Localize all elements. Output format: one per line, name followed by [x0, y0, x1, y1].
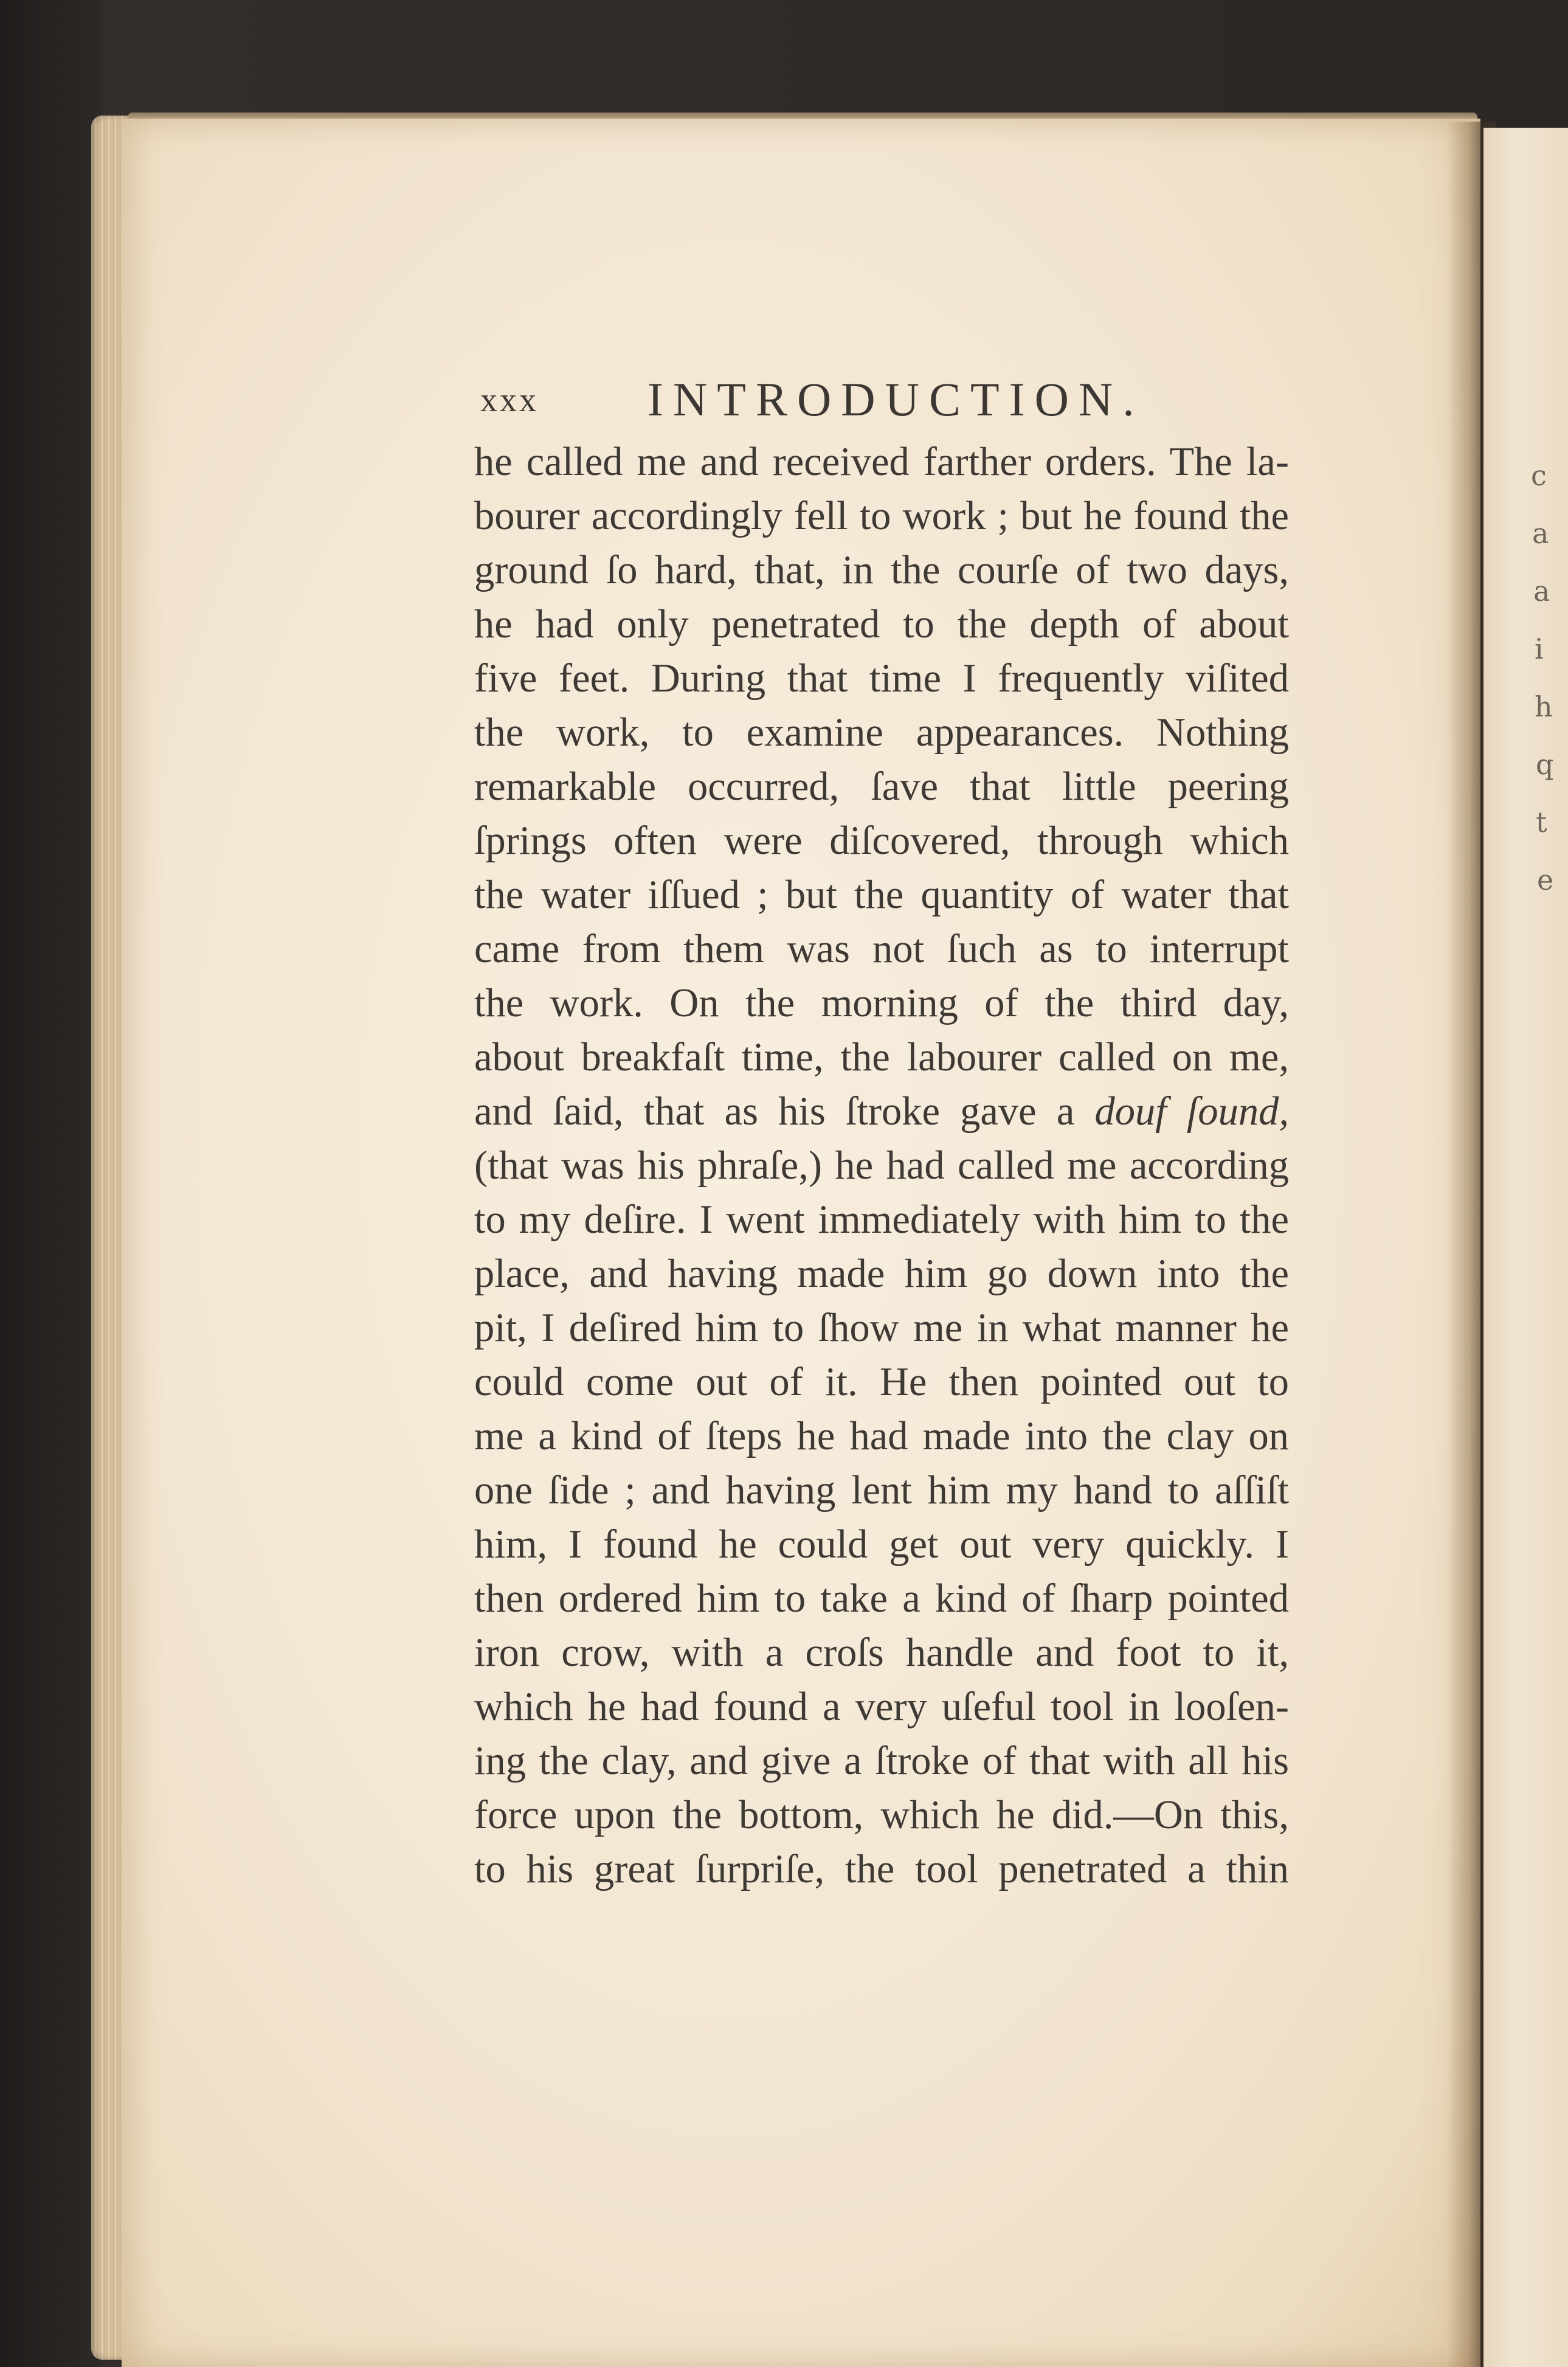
facing-page-letter: h	[1535, 690, 1553, 723]
text-line: the work. On the morning of the third day,	[474, 981, 1289, 1025]
facing-page-letter: e	[1537, 864, 1554, 896]
facing-page-letter: i	[1535, 632, 1544, 665]
text-line: one ſide ; and having lent him my hand to aſſiſt	[474, 1468, 1289, 1513]
text-line-with-italic	[474, 1084, 1289, 1138]
running-head	[480, 372, 1149, 426]
text-line: to my deſire. I went immediately with him to the	[474, 1197, 1289, 1242]
text-segment: and ſaid, that as his ſtroke gave a	[474, 1089, 1075, 1134]
body-text	[474, 435, 1289, 1896]
text-line: he had only penetrated to the depth of about	[474, 602, 1289, 646]
background-left	[0, 0, 103, 2367]
text-line: five feet. During that time I frequently viſited	[474, 656, 1289, 701]
text-line: me a kind of ſteps he had made into the clay on	[474, 1414, 1289, 1458]
text-line: ſprings often were diſcovered, through which	[474, 819, 1289, 863]
text-line: the water iſſued ; but the quantity of water that	[474, 873, 1289, 917]
text-line: he called me and received farther orders. The la-	[474, 440, 1289, 484]
text-line: iron crow, with a croſs handle and foot to it,	[474, 1631, 1289, 1675]
facing-page-letter: q	[1536, 748, 1554, 781]
text-line: him, I found he could get out very quickly. I	[474, 1522, 1289, 1567]
text-line: came from them was not ſuch as to interrupt	[474, 927, 1289, 971]
facing-page-letter: t	[1536, 806, 1547, 839]
text-line: about breakfaſt time, the labourer called on me,	[474, 1035, 1289, 1080]
text-line: (that was his phraſe,) he had called me according	[474, 1143, 1289, 1188]
running-title: INTRODUCTION.	[648, 373, 1144, 426]
text-line: place, and having made him go down into the	[474, 1252, 1289, 1296]
text-line: ground ſo hard, that, in the courſe of two days,	[474, 548, 1289, 592]
text-line: force upon the bottom, which he did.—On this,	[474, 1793, 1289, 1837]
text-line: which he had found a very uſeful tool in looſen-	[474, 1685, 1289, 1729]
italic-phrase: douf ſound,	[1094, 1089, 1290, 1134]
text-line: to his great ſurpriſe, the tool penetrated a thin	[474, 1847, 1289, 1891]
text-line: bourer accordingly fell to work ; but he found the	[474, 494, 1289, 538]
text-line: pit, I deſired him to ſhow me in what manner he	[474, 1306, 1289, 1350]
text-line: remarkable occurred, ſave that little peering	[474, 764, 1289, 809]
text-line: then ordered him to take a kind of ſharp pointed	[474, 1576, 1289, 1621]
text-line: could come out of it. He then pointed out to	[474, 1360, 1289, 1404]
page-number: xxx	[480, 381, 539, 419]
text-line: the work, to examine appearances. Nothing	[474, 710, 1289, 755]
facing-page-letter: a	[1532, 517, 1549, 550]
facing-page	[1483, 128, 1568, 2367]
text-line: ing the clay, and give a ſtroke of that with all his	[474, 1739, 1289, 1783]
facing-page-letter: c	[1531, 459, 1547, 492]
facing-page-letter: a	[1533, 575, 1550, 608]
